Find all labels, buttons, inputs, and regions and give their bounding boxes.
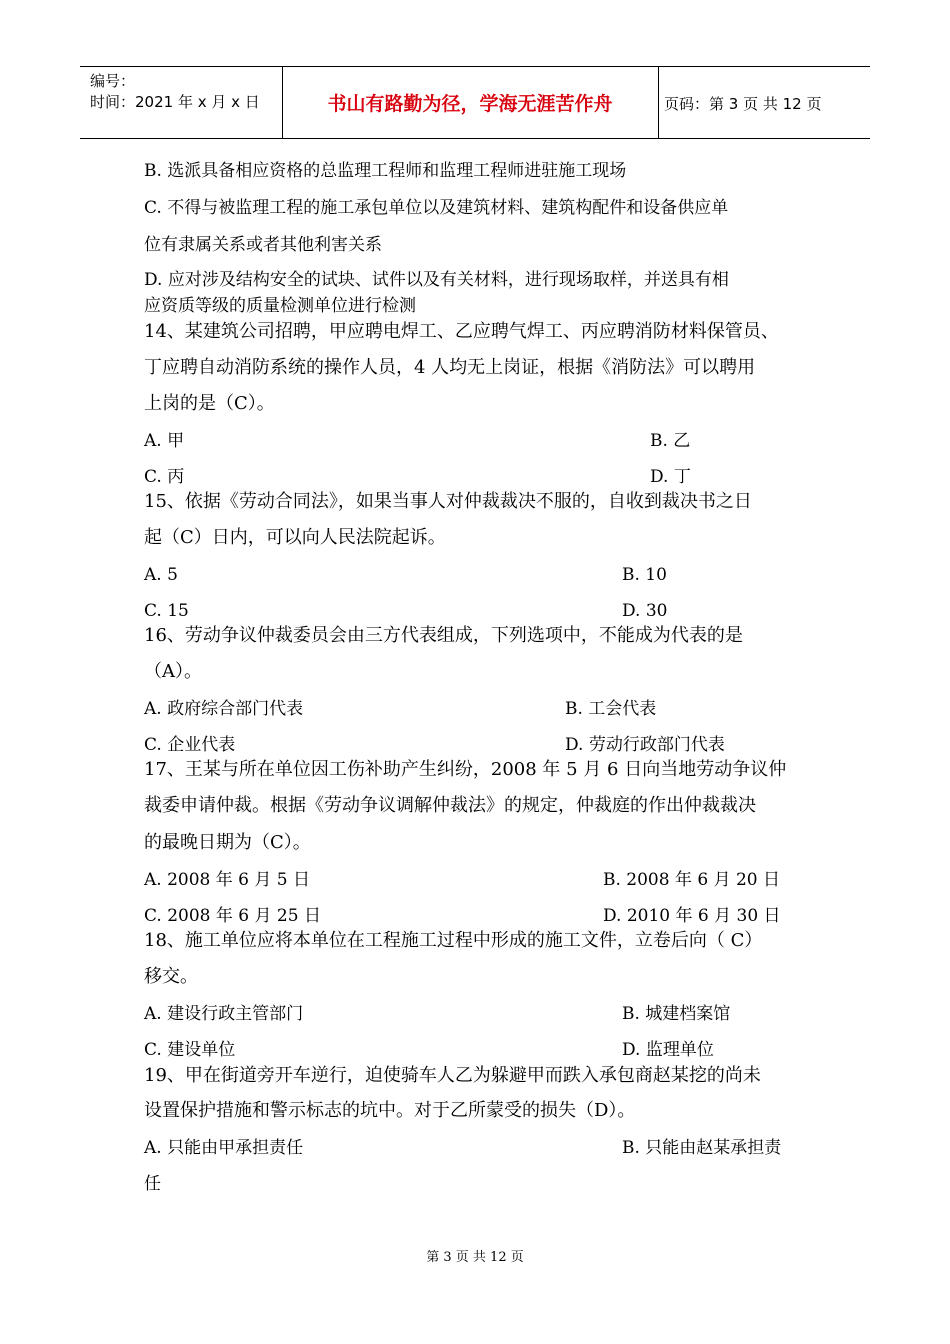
option-d-text-cont: 应资质等级的质量检测单位进行检测: [144, 296, 416, 316]
question-15-line-1: 15、依据《劳动合同法》，如果当事人对仲裁裁决不服的，自收到裁决书之日: [144, 491, 752, 512]
option-c-text-cont: 位有隶属关系或者其他利害关系: [144, 235, 382, 255]
option-b-text: B. 选派具备相应资格的总监理工程师和监理工程师进驻施工现场: [144, 161, 627, 181]
question-16-line-2: （A）。: [144, 661, 202, 682]
question-17-option-c: C. 2008 年 6 月 25 日: [144, 906, 321, 926]
page-footer: 第 3 页 共 12 页: [426, 1250, 524, 1265]
question-18-line-2: 移交。: [144, 966, 198, 987]
question-18-option-a: A. 建设行政主管部门: [144, 1004, 304, 1024]
question-14-line-2: 丁应聘自动消防系统的操作人员，4 人均无上岗证，根据《消防法》可以聘用: [144, 357, 756, 378]
question-14-line-1: 14、某建筑公司招聘，甲应聘电焊工、乙应聘气焊工、丙应聘消防材料保管员、: [144, 321, 779, 342]
question-14-option-b: B. 乙: [650, 431, 691, 451]
question-16-option-d: D. 劳动行政部门代表: [565, 735, 725, 755]
question-14-line-3: 上岗的是（C）。: [144, 393, 275, 414]
question-18-option-c: C. 建设单位: [144, 1040, 236, 1060]
page-header: [80, 66, 870, 139]
question-17-line-2: 裁委申请仲裁。根据《劳动争议调解仲裁法》的规定，仲裁庭的作出仲裁裁决: [144, 795, 756, 816]
question-16-option-c: C. 企业代表: [144, 735, 236, 755]
question-15-option-c: C. 15: [144, 601, 189, 621]
question-15-option-d: D. 30: [622, 601, 668, 621]
option-d-text: D. 应对涉及结构安全的试块、试件以及有关材料，进行现场取样，并送具有相: [144, 270, 729, 290]
document-number-label: 编号：: [90, 72, 136, 90]
question-15-line-2: 起（C）日内，可以向人民法院起诉。: [144, 527, 446, 548]
question-18-option-b: B. 城建档案馆: [622, 1004, 731, 1024]
question-14-option-a: A. 甲: [144, 431, 185, 451]
header-motto: 书山有路勤为径，学海无涯苦作舟: [327, 93, 613, 115]
question-17-option-b: B. 2008 年 6 月 20 日: [603, 870, 781, 890]
question-19-option-b-cont: 任: [144, 1174, 161, 1194]
question-14-option-c: C. 丙: [144, 467, 185, 487]
header-divider-right: [658, 67, 659, 138]
question-17-line-1: 17、王某与所在单位因工伤补助产生纠纷，2008 年 5 月 6 日向当地劳动争议仲: [144, 759, 787, 780]
header-meta: [90, 71, 260, 113]
question-17-option-d: D. 2010 年 6 月 30 日: [603, 906, 781, 926]
question-17-line-3: 的最晚日期为（C）。: [144, 832, 311, 853]
question-19-line-1: 19、甲在街道旁开车逆行，迫使骑车人乙为躲避甲而跌入承包商赵某挖的尚未: [144, 1065, 761, 1086]
question-16-line-1: 16、劳动争议仲裁委员会由三方代表组成，下列选项中，不能成为代表的是: [144, 625, 743, 646]
option-c-text: C. 不得与被监理工程的施工承包单位以及建筑材料、建筑构配件和设备供应单: [144, 198, 729, 218]
question-14-option-d: D. 丁: [650, 467, 691, 487]
header-page-info: 页码：第 3 页 共 12 页: [664, 95, 822, 113]
question-15-option-a: A. 5: [144, 565, 178, 585]
question-19-option-a: A. 只能由甲承担责任: [144, 1138, 304, 1158]
question-18-line-1: 18、施工单位应将本单位在工程施工过程中形成的施工文件，立卷后向（ C）: [144, 930, 763, 951]
question-16-option-a: A. 政府综合部门代表: [144, 699, 304, 719]
question-18-option-d: D. 监理单位: [622, 1040, 714, 1060]
question-19-option-b: B. 只能由赵某承担责: [622, 1138, 782, 1158]
question-15-option-b: B. 10: [622, 565, 667, 585]
question-19-line-2: 设置保护措施和警示标志的坑中。对于乙所蒙受的损失（D）。: [144, 1100, 636, 1121]
document-time-label: 时间：2021 年 x 月 x 日: [90, 93, 260, 111]
question-17-option-a: A. 2008 年 6 月 5 日: [144, 870, 310, 890]
question-16-option-b: B. 工会代表: [565, 699, 657, 719]
